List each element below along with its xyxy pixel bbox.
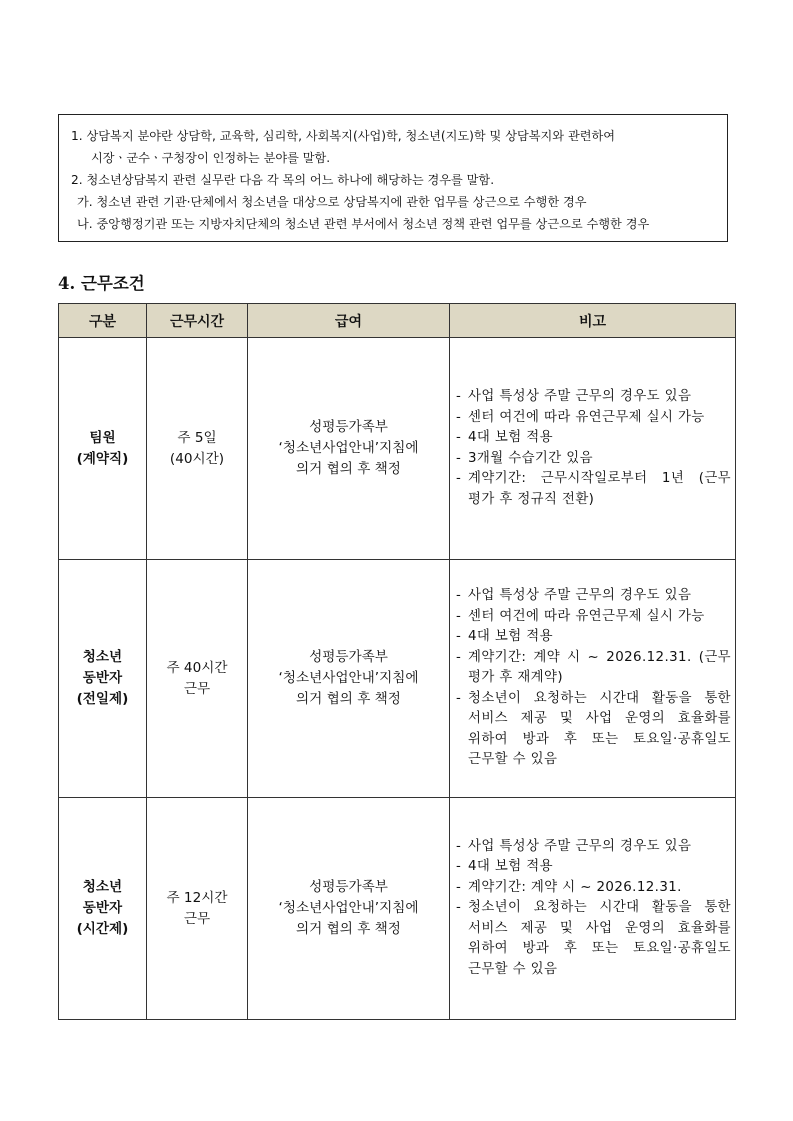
remark-item: - 4대 보험 적용	[456, 629, 553, 645]
remark-item: - 계약기간: 계약 시 ~ 2026.12.31. (근무 평가 후 재계약)	[456, 649, 731, 686]
table-header-row	[59, 304, 736, 338]
note-line: 2. 청소년상담복지 관련 실무란 다음 각 목의 어느 하나에 해당하는 경우를 말함.	[71, 173, 495, 187]
category-text: (계약직)	[76, 450, 129, 467]
category-text: (전일제)	[76, 691, 129, 707]
remark-item: - 4대 보험 적용	[456, 430, 553, 445]
salary-text: ‘청소년사업안내’지침에	[278, 440, 419, 456]
remarks-cell	[450, 798, 736, 1020]
note-line: 시장ㆍ군수ㆍ구청장이 인정하는 분야를 말함.	[91, 151, 331, 165]
salary-cell	[248, 798, 450, 1020]
work-conditions-table	[58, 303, 736, 1020]
hours-cell	[147, 798, 248, 1020]
remark-item: - 사업 특성상 주말 근무의 경우도 있음	[456, 838, 692, 854]
remark-item: - 센터 여건에 따라 유연근무제 실시 가능	[456, 608, 705, 624]
salary-text: 의거 협의 후 책정	[296, 921, 401, 937]
category-text: 팀원	[89, 429, 116, 446]
table-row	[59, 798, 736, 1020]
table-row	[59, 338, 736, 560]
hours-text: 주 12시간	[166, 889, 228, 906]
hours-text: (40시간)	[169, 450, 225, 467]
remark-item: - 사업 특성상 주말 근무의 경우도 있음	[456, 389, 692, 404]
note-line: 나. 중앙행정기관 또는 지방자치단체의 청소년 관련 부서에서 청소년 정책 관련 업무를 상근으로 수행한 경우	[77, 217, 650, 231]
hours-text: 근무	[183, 910, 211, 927]
note-line: 가. 청소년 관련 기관·단체에서 청소년을 대상으로 상담복지에 관한 업무를 상근으로 수행한 경우	[77, 195, 587, 209]
qualification-notes-box	[58, 114, 728, 242]
category-text: 청소년	[82, 649, 123, 665]
hours-cell	[147, 560, 248, 798]
remark-item: - 청소년이 요청하는 시간대 활동을 통한 서비스 제공 및 사업 운영의 효율화를 위하여 방과 후 또는 토요일·공휴일도 근무할 수 있음	[456, 690, 731, 768]
category-cell	[59, 798, 147, 1020]
header-category: 구분	[59, 304, 147, 338]
remarks-cell	[450, 338, 736, 560]
header-hours: 근무시간	[147, 304, 248, 338]
salary-text: 의거 협의 후 책정	[296, 461, 401, 477]
category-text: (시간제)	[76, 921, 129, 937]
salary-cell	[248, 560, 450, 798]
hours-cell	[147, 338, 248, 560]
hours-text: 주 5일	[177, 429, 217, 446]
category-text: 청소년	[82, 879, 123, 895]
hours-text: 근무	[183, 680, 211, 697]
section-title: 4. 근무조건	[58, 274, 145, 293]
category-cell	[59, 338, 147, 560]
salary-text: 성평등가족부	[309, 879, 388, 895]
salary-text: 성평등가족부	[309, 649, 388, 665]
header-remarks: 비고	[450, 304, 736, 338]
remark-item: - 계약기간: 근무시작일로부터 1년 (근무 평가 후 정규직 전환)	[456, 471, 731, 507]
remark-item: - 센터 여건에 따라 유연근무제 실시 가능	[456, 409, 705, 425]
remark-item: - 청소년이 요청하는 시간대 활동을 통한 서비스 제공 및 사업 운영의 효율화를 위하여 방과 후 또는 토요일·공휴일도 근무할 수 있음	[456, 900, 731, 977]
category-text: 동반자	[82, 670, 123, 686]
remark-item: - 4대 보험 적용	[456, 859, 553, 875]
remark-item: - 계약기간: 계약 시 ~ 2026.12.31.	[456, 879, 682, 895]
category-text: 동반자	[82, 900, 123, 916]
remark-item: - 3개월 수습기간 있음	[456, 450, 593, 466]
salary-text: 의거 협의 후 책정	[296, 691, 401, 707]
note-line: 1. 상담복지 분야란 상담학, 교육학, 심리학, 사회복지(사업)학, 청소년(지도)학 및 상담복지와 관련하여	[71, 129, 616, 143]
remarks-cell	[450, 560, 736, 798]
hours-text: 주 40시간	[166, 659, 228, 676]
salary-text: 성평등가족부	[309, 419, 388, 435]
category-cell	[59, 560, 147, 798]
salary-cell	[248, 338, 450, 560]
table-row	[59, 560, 736, 798]
header-salary: 급여	[248, 304, 450, 338]
salary-text: ‘청소년사업안내’지침에	[278, 900, 419, 916]
remark-item: - 사업 특성상 주말 근무의 경우도 있음	[456, 588, 692, 604]
salary-text: ‘청소년사업안내’지침에	[278, 670, 419, 686]
